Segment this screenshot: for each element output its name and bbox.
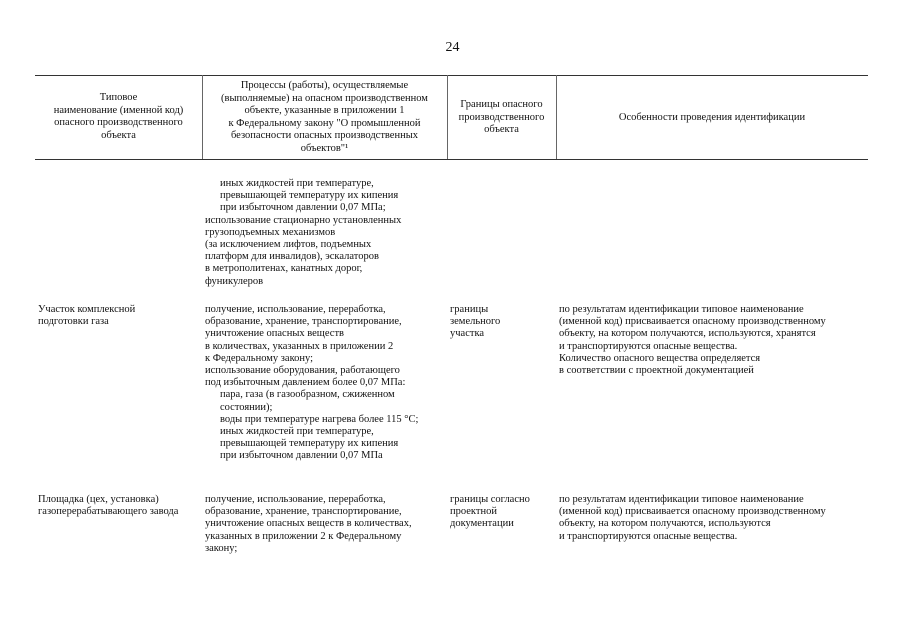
text-line: состоянии); — [220, 401, 273, 413]
text-line: пара, газа (в газообразном, сжиженном — [220, 389, 395, 401]
text-line: образование, хранение, транспортирование, — [205, 316, 402, 328]
text-line: (за исключением лифтов, подъемных — [205, 239, 372, 251]
row1-borders: границы земельного участка — [450, 304, 501, 340]
text-line: превышающей температуру их кипения — [220, 438, 399, 450]
text-line: закону; — [205, 542, 238, 554]
text-line: воды при температуре нагрева более 115 °C; — [220, 413, 419, 425]
text-line: платформ для инвалидов), эскалаторов — [205, 251, 379, 263]
row1-object-name: Участок комплексной подготовки газа — [38, 304, 136, 328]
text-line: при избыточном давлении 0,07 МПа — [220, 450, 383, 462]
row1-identification-features: по результатам идентификации типовое наименование (именной код) присваивается опасному производственному объекту, на котором получаются, используются, хранятся и транспортируются опасные вещества. Количество опасного вещества определяется в соответствии с проектной документацией — [559, 304, 826, 377]
text-line: уничтожение опасных веществ — [205, 328, 345, 340]
text-line: иных жидкостей при температуре, — [220, 178, 374, 189]
text-line: грузоподъемных механизмов — [205, 226, 336, 238]
header-bottom-rule — [35, 159, 868, 160]
row2-identification-features: по результатам идентификации типовое наименование (именной код) присваивается опасному производственному объекту, на котором получаются, используются и транспортируются опасные вещества. — [559, 494, 826, 542]
table-top-rule — [35, 75, 868, 76]
text-line: получение, использование, переработка, — [205, 494, 386, 505]
text-line: уничтожение опасных веществ в количествах, — [205, 518, 412, 530]
text-line: указанных в приложении 2 к Федеральному — [205, 530, 402, 542]
header-borders: Границы опасного производственного объекта — [458, 99, 545, 135]
text-line: в метрополитенах, канатных дорог, — [205, 263, 363, 275]
row2-borders: границы согласно проектной документации — [450, 494, 530, 530]
text-line: под избыточным давлением более 0,07 МПа: — [205, 377, 406, 389]
text-line: получение, использование, переработка, — [205, 304, 386, 315]
text-line: к Федеральному закону; — [205, 352, 314, 364]
row2-object-name: Площадка (цех, установка) газоперерабатывающего завода — [38, 494, 179, 518]
text-line: образование, хранение, транспортирование, — [205, 506, 402, 518]
row2-processes — [205, 494, 412, 555]
text-line: в количествах, указанных в приложении 2 — [205, 340, 394, 352]
header-object-name: Типовое наименование (именной код) опасного производственного объекта — [53, 92, 184, 141]
text-line: превышающей температуру их кипения — [220, 190, 399, 202]
header-identification-features: Особенности проведения идентификации — [618, 112, 806, 123]
text-line: фуникулеров — [205, 275, 264, 287]
row1-processes — [205, 304, 418, 463]
text-line: использование оборудования, работающего — [205, 365, 400, 377]
text-line: иных жидкостей при температуре, — [220, 426, 374, 438]
header-processes: Процессы (работы), осуществляемые (выполняемые) на опасном производственном объекте, указанные в приложении 1 к Федеральному закону "О промышленной безопасности опасных производственных объектов"¹ — [221, 80, 428, 154]
page-number: 24 — [445, 40, 460, 55]
text-line: использование стационарно установленных — [205, 214, 402, 226]
continuation-processes — [205, 178, 401, 288]
text-line: при избыточном давлении 0,07 МПа; — [220, 202, 386, 214]
